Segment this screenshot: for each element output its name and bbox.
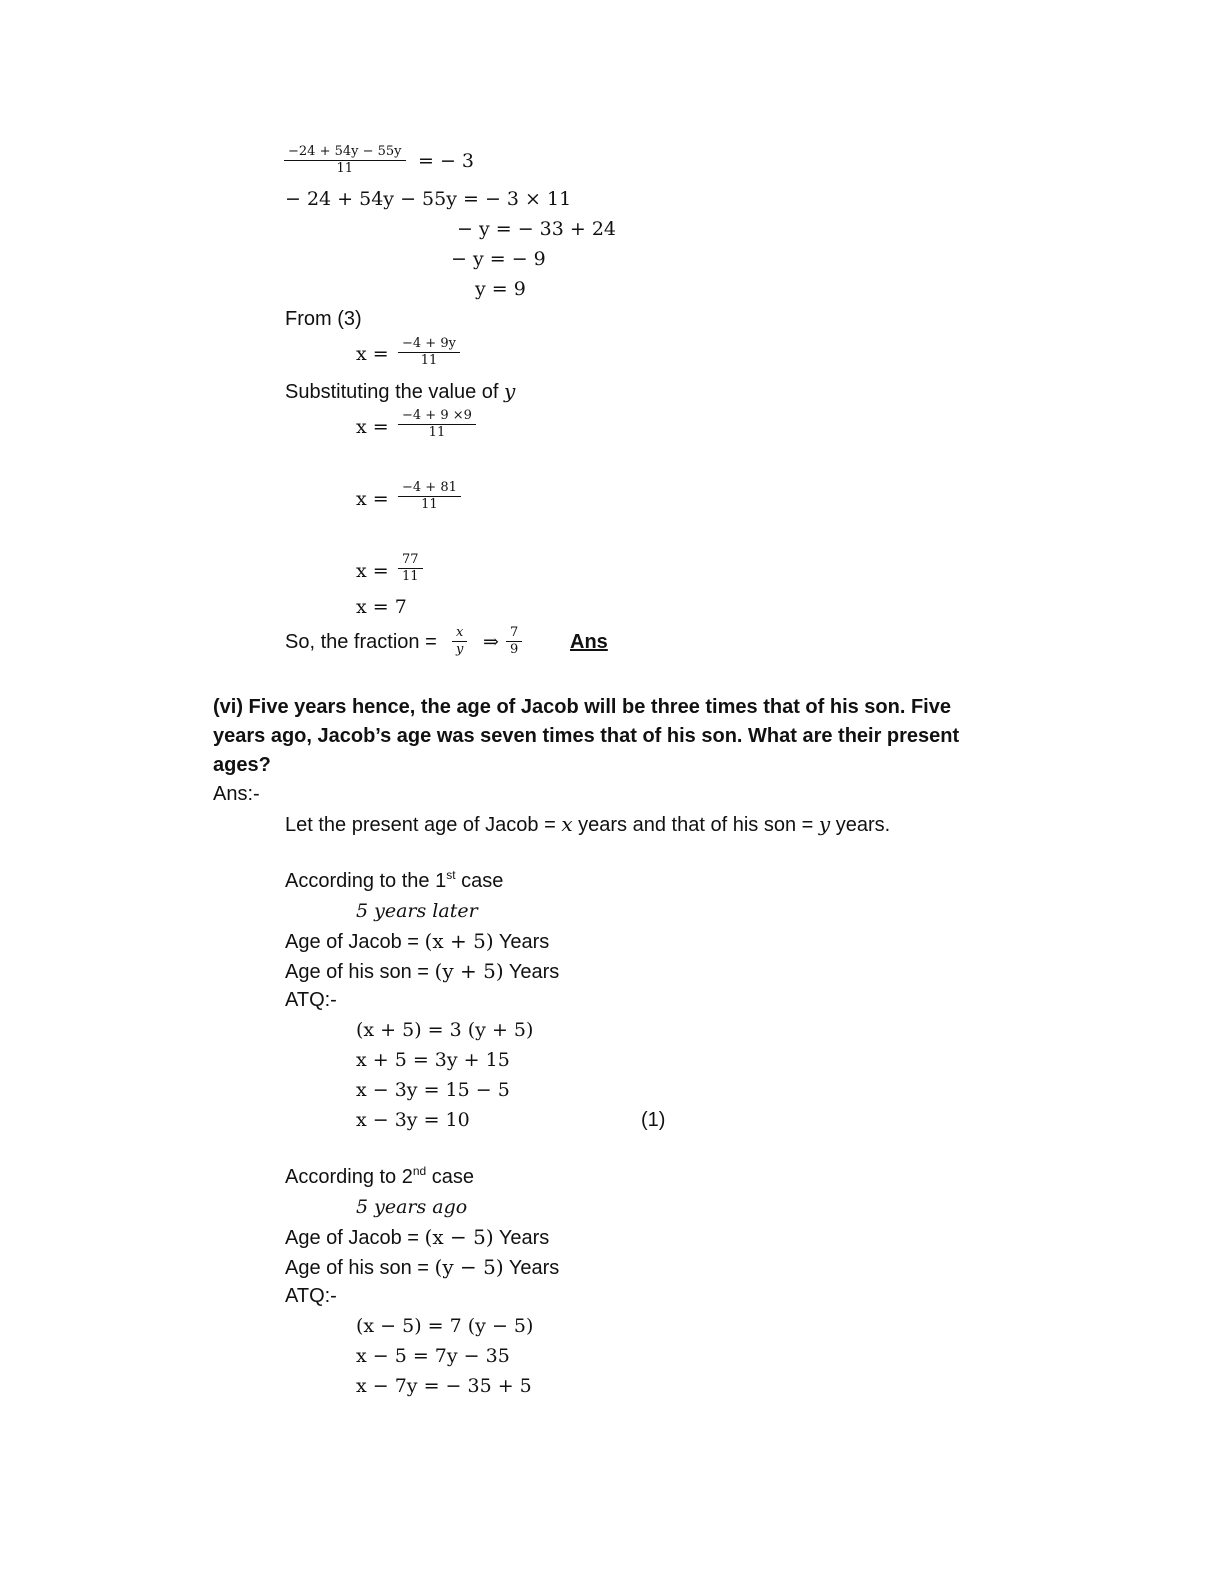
math-expression: (y + 5)	[434, 959, 504, 983]
fraction-numerator: −4 + 9y	[398, 336, 460, 353]
case2-time: 5 years ago	[356, 1196, 468, 1218]
y-variable: y	[504, 379, 516, 403]
label-text: Years	[493, 1227, 550, 1249]
case-text: According to the 1	[285, 870, 447, 892]
case-text: According to 2	[285, 1166, 413, 1188]
label-text: Age of Jacob =	[285, 931, 425, 953]
equation-line: − y = − 9	[451, 248, 546, 270]
fraction-numerator: 77	[398, 552, 423, 569]
equation-line: (x + 5) = 3 (y + 5)	[356, 1019, 534, 1041]
equation-line: − 24 + 54y − 55y = − 3 × 11	[285, 188, 572, 210]
equation-line: x − 3y = 10	[356, 1109, 470, 1131]
equation-line: y = 9	[475, 278, 526, 300]
label-text: Age of his son =	[285, 961, 435, 983]
equation-line: − y = − 33 + 24	[457, 218, 617, 240]
fraction-denominator: y	[456, 642, 464, 657]
question-line: years ago, Jacob’s age was seven times that of his son. What are their present	[213, 725, 960, 747]
fraction-numerator: 7	[506, 625, 522, 642]
math-expression: (x − 5)	[424, 1225, 494, 1249]
case-text: case	[426, 1166, 475, 1188]
fraction-answer	[506, 625, 522, 658]
fraction-denominator: 11	[336, 161, 354, 176]
fraction-denominator: 11	[428, 425, 446, 440]
question-line: ages?	[213, 754, 271, 776]
atq-label: ATQ:-	[285, 1285, 337, 1307]
fraction-numerator: x	[452, 625, 467, 642]
x-variable: x	[561, 812, 573, 836]
fraction-numerator: −4 + 81	[398, 480, 461, 497]
x-equals: x =	[356, 488, 389, 510]
question-line: (vi) Five years hence, the age of Jacob will be three times that of his son. Five	[213, 696, 951, 718]
implies-arrow: ⇒	[483, 631, 499, 653]
answer-prefix: Ans:-	[213, 783, 260, 805]
substituting-label: Substituting the value of	[285, 381, 505, 403]
ordinal-suffix: st	[446, 868, 456, 882]
from-label: From (3)	[285, 308, 362, 330]
label-text: Age of his son =	[285, 1257, 435, 1279]
equation-line: x − 3y = 15 − 5	[356, 1079, 510, 1101]
fraction-denominator: 9	[510, 642, 519, 657]
ordinal-suffix: nd	[412, 1164, 427, 1178]
equation-line: x − 7y = − 35 + 5	[356, 1375, 532, 1397]
equation-line: x + 5 = 3y + 15	[356, 1049, 510, 1071]
x-equals: x =	[356, 560, 389, 582]
atq-label: ATQ:-	[285, 989, 337, 1011]
x-equals: x =	[356, 343, 389, 365]
fraction-numerator: −4 + 9 ×9	[398, 408, 476, 425]
case1-son-age	[285, 959, 559, 984]
equation-line: (x − 5) = 7 (y − 5)	[356, 1315, 534, 1337]
fraction-denominator: 11	[421, 497, 438, 512]
label-text: Years	[493, 931, 550, 953]
substituting-text	[285, 379, 515, 404]
y-variable: y	[818, 812, 831, 836]
fraction-denominator: 11	[420, 353, 438, 368]
fraction-substituted	[398, 408, 476, 441]
math-expression: (y − 5)	[434, 1255, 504, 1279]
let-text: Let the present age of Jacob =	[285, 814, 562, 836]
x-equals: x =	[356, 416, 389, 438]
label-text: Age of Jacob =	[285, 1227, 425, 1249]
case2-son-age	[285, 1255, 559, 1280]
case-text: case	[455, 870, 504, 892]
fraction-answer-label: So, the fraction =	[285, 631, 437, 653]
label-text: Years	[503, 961, 560, 983]
fraction-simplified	[398, 552, 423, 585]
let-text: years and that of his son =	[572, 814, 819, 836]
fraction-x-over-y	[452, 625, 467, 658]
fraction-numerator: −24 + 54y − 55y	[284, 144, 406, 161]
math-expression: (x + 5)	[424, 929, 494, 953]
equation-number: (1)	[641, 1109, 666, 1131]
fraction-computed	[398, 480, 461, 513]
case1-time: 5 years later	[356, 900, 478, 922]
let-statement	[285, 812, 890, 837]
case1-jacob-age	[285, 929, 549, 954]
equation-line: x − 5 = 7y − 35	[356, 1345, 510, 1367]
fraction-step1	[284, 144, 406, 177]
x-result: x = 7	[356, 596, 407, 618]
ans-label: Ans	[570, 631, 608, 653]
case2-jacob-age	[285, 1225, 549, 1250]
fraction-x-expression	[398, 336, 460, 369]
case2-heading	[285, 1165, 474, 1189]
equation-rhs: = − 3	[418, 150, 475, 172]
case1-heading	[285, 869, 503, 893]
let-text: years.	[830, 814, 891, 836]
fraction-denominator: 11	[402, 569, 419, 584]
label-text: Years	[503, 1257, 560, 1279]
